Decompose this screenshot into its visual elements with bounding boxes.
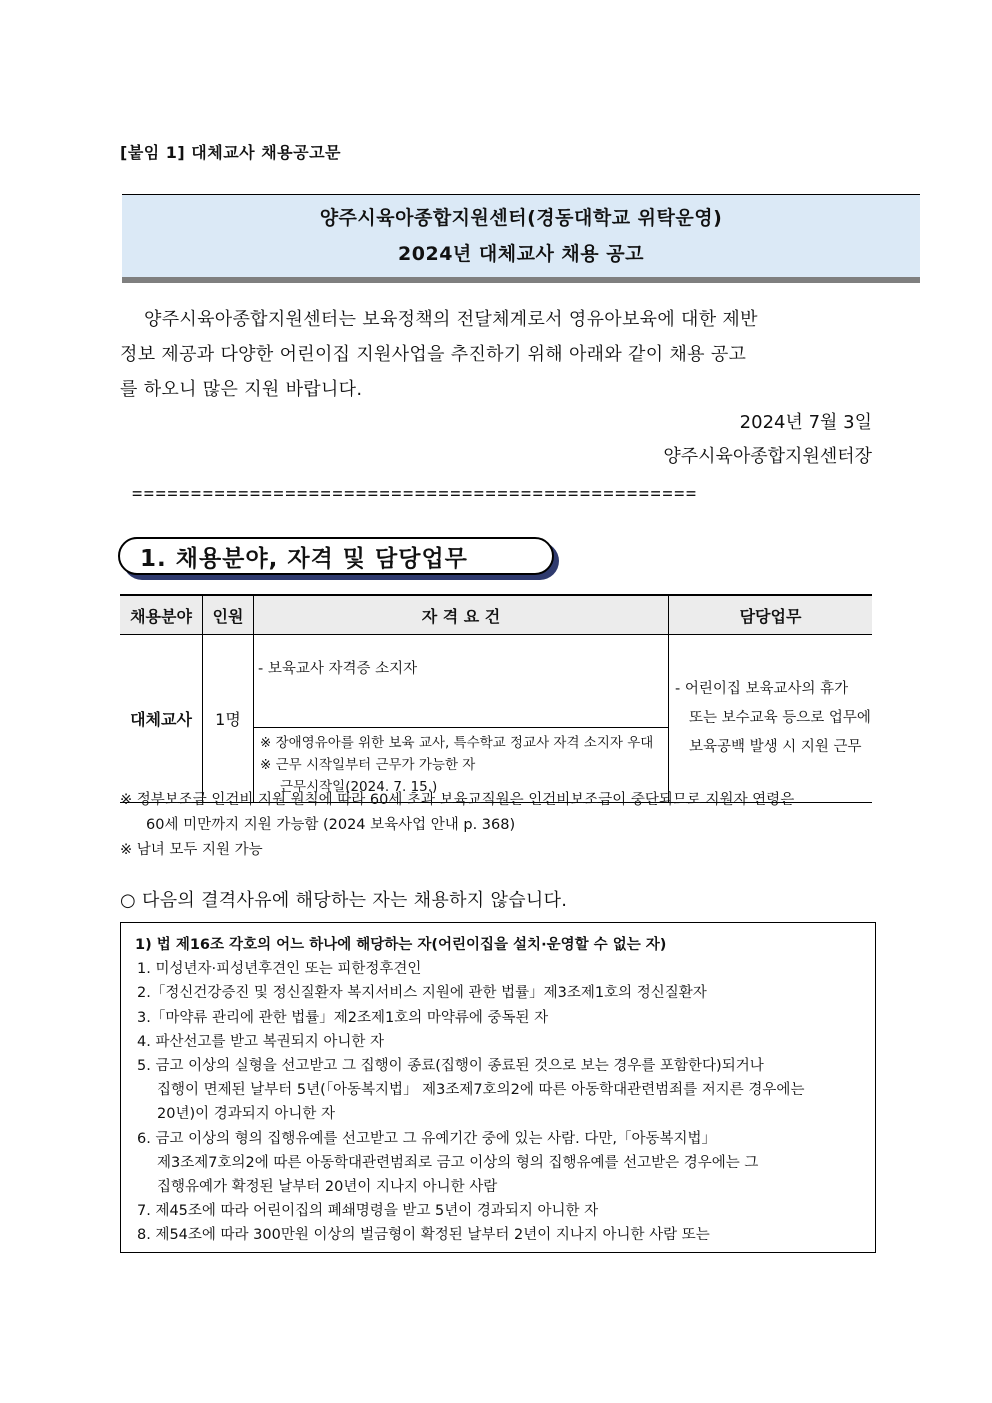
cell-field: 대체교사	[120, 635, 203, 803]
table-row	[120, 635, 872, 728]
duty-line2: 또는 보수교육 등으로 업무에	[689, 710, 871, 726]
list-item-cont: 20년)이 경과되지 아니한 자	[157, 1106, 336, 1123]
header-requirements: 자 격 요 건	[254, 595, 669, 635]
divider-line: ================================================	[132, 484, 698, 504]
table-notes	[120, 788, 880, 863]
list-item: 8. 제54조에 따라 300만원 이상의 벌금형이 확정된 날부터 2년이 지나지 아니한 사람 또는	[137, 1227, 710, 1244]
attachment-label: [붙임 1] 대체교사 채용공고문	[120, 143, 341, 162]
req-note2: ※ 근무 시작일부터 근무가 가능한 자	[260, 757, 476, 773]
note-age-limit: ※ 정부보조금 인건비 지원 원칙에 따라 60세 초과 보육교직원은 인건비보조금이 중단되므로 지원자 연령은	[120, 792, 795, 808]
cell-count: 1명	[203, 635, 254, 803]
note-age-limit-cont: 60세 미만까지 지원 가능함 (2024 보육사업 안내 p. 368)	[146, 817, 516, 833]
list-item: 1. 미성년자·피성년후견인 또는 피한정후견인	[137, 961, 422, 978]
req-note1: ※ 장애영유아를 위한 보육 교사, 특수학교 정교사 자격 소지자 우대	[260, 735, 654, 751]
notice-date: 2024년 7월 3일	[739, 412, 872, 433]
list-item: 2.「정신건강증진 및 정신질환자 복지서비스 지원에 관한 법률」제3조제1호의 정신질환자	[137, 985, 707, 1002]
req-note3: 근무시작일(2024. 7. 15.)	[280, 779, 438, 795]
cell-requirement-main: - 보육교사 자격증 소지자	[254, 635, 669, 728]
list-item: 6. 금고 이상의 형의 집행유예를 선고받고 그 유예기간 중에 있는 사람. 다만,「아동복지법」	[137, 1130, 716, 1147]
list-item: 4. 파산선고를 받고 복권되지 아니한 자	[137, 1033, 384, 1050]
header-count: 인원	[203, 595, 254, 635]
cell-duties	[669, 635, 873, 803]
intro-paragraph	[120, 302, 875, 407]
notice-signer: 양주시육아종합지원센터장	[663, 446, 872, 467]
list-item-cont: 제3조제7호의2에 따른 아동학대관련범죄로 금고 이상의 형의 집행유예를 선고받은 경우에는 그	[157, 1154, 759, 1171]
section1-heading: 1. 채용분야, 자격 및 담당업무	[118, 537, 554, 575]
intro-line2: 정보 제공과 다양한 어린이집 지원사업을 추진하기 위해 아래와 같이 채용 공고	[120, 344, 747, 365]
disqualify-intro: ○ 다음의 결격사유에 해당하는 자는 채용하지 않습니다.	[120, 890, 568, 911]
header-duties: 담당업무	[669, 595, 873, 635]
note-gender: ※ 남녀 모두 지원 가능	[120, 842, 263, 858]
duty-line3: 보육공백 발생 시 지원 근무	[689, 739, 862, 755]
intro-line1: 양주시육아종합지원센터는 보육정책의 전달체계로서 영유아보육에 대한 제반	[144, 309, 758, 330]
header-field: 채용분야	[120, 595, 203, 635]
notice-title-box	[122, 194, 920, 283]
duty-line1: - 어린이집 보육교사의 휴가	[675, 681, 849, 697]
recruitment-table	[120, 594, 872, 803]
list-item: 5. 금고 이상의 실형을 선고받고 그 집행이 종료(집행이 종료된 것으로 보는 경우를 포함한다)되거나	[137, 1058, 764, 1075]
intro-line3: 를 하오니 많은 지원 바랍니다.	[120, 379, 363, 400]
list-item: 3.「마약류 관리에 관한 법률」제2조제1호의 마약류에 중독된 자	[137, 1009, 549, 1026]
list-item-cont: 집행이 면제된 날부터 5년(「아동복지법」 제3조제7호의2에 따른 아동학대관련범죄를 저지른 경우에는	[157, 1082, 805, 1099]
notice-title-line1: 양주시육아종합지원센터(경동대학교 위탁운영)	[319, 207, 723, 229]
table-header-row	[120, 595, 872, 635]
notice-title-line2: 2024년 대체교사 채용 공고	[398, 243, 644, 265]
list-item: 7. 제45조에 따라 어린이집의 폐쇄명령을 받고 5년이 경과되지 아니한 자	[137, 1203, 599, 1220]
disqualify-box	[120, 922, 876, 1253]
list-item-cont: 집행유예가 확정된 날부터 20년이 지나지 아니한 사람	[157, 1179, 498, 1196]
disqualify-heading: 1) 법 제16조 각호의 어느 하나에 해당하는 자(어린이집을 설치·운영할 수 없는 자)	[135, 937, 667, 953]
